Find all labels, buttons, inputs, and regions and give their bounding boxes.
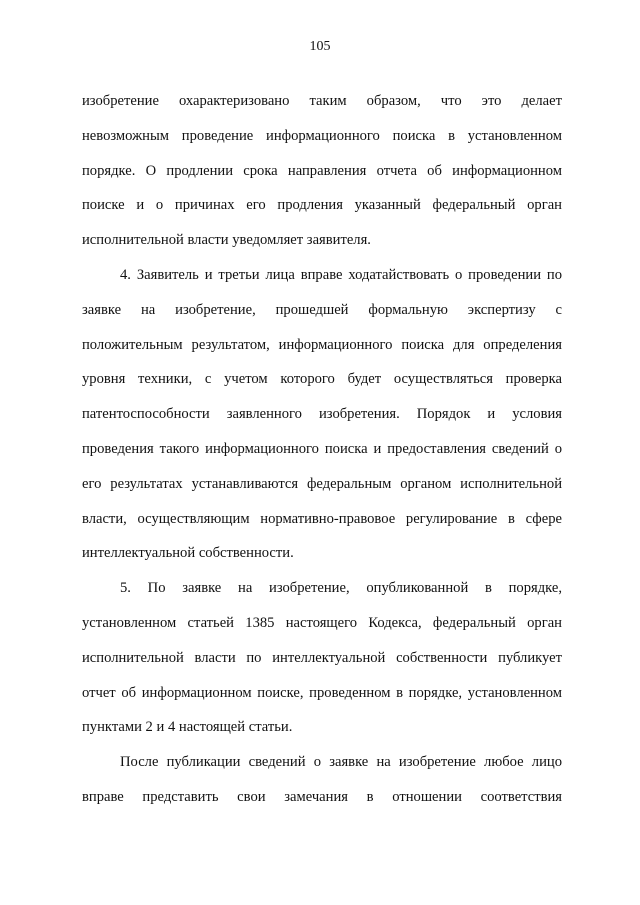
text-line: власти, осуществляющим нормативно-правовое регулирование в сфере <box>82 510 562 527</box>
text-line: 4. Заявитель и третьи лица вправе ходатайствовать о проведении по <box>120 266 562 283</box>
text-line: исполнительной власти уведомляет заявителя. <box>82 232 371 249</box>
paragraph-item-4 <box>82 258 562 571</box>
text-line: его результатах устанавливаются федеральным органом исполнительной <box>82 475 562 492</box>
text-line: установленном статьей 1385 настоящего Кодекса, федеральный орган <box>82 614 562 631</box>
text-line: вправе представить свои замечания в отношении соответствия <box>82 788 562 805</box>
paragraph-publication <box>82 745 562 815</box>
paragraph-item-5 <box>82 571 562 745</box>
text-line: пунктами 2 и 4 настоящей статьи. <box>82 719 293 736</box>
page-number: 105 <box>309 39 331 54</box>
text-line: невозможным проведение информационного поиска в установленном <box>82 127 562 144</box>
text-line: патентоспособности заявленного изобретения. Порядок и условия <box>82 406 562 423</box>
text-line: 5. По заявке на изобретение, опубликованной в порядке, <box>120 580 562 597</box>
text-line: отчет об информационном поиске, проведенном в порядке, установленном <box>82 684 562 701</box>
text-line: порядке. О продлении срока направления отчета об информационном <box>82 162 562 179</box>
text-line: положительным результатом, информационного поиска для определения <box>82 336 562 353</box>
text-line: изобретение охарактеризовано таким образом, что это делает <box>82 93 562 109</box>
body-text <box>82 84 562 815</box>
text-line: проведения такого информационного поиска и предоставления сведений о <box>82 440 562 457</box>
text-line: исполнительной власти по интеллектуальной собственности публикует <box>82 649 562 666</box>
text-line: После публикации сведений о заявке на изобретение любое лицо <box>120 754 562 771</box>
text-line: заявке на изобретение, прошедшей формальную экспертизу с <box>82 301 562 318</box>
text-line: интеллектуальной собственности. <box>82 545 294 562</box>
text-line: уровня техники, с учетом которого будет осуществляться проверка <box>82 371 562 388</box>
paragraph-continuation <box>82 84 562 258</box>
text-line: поиске и о причинах его продления указанный федеральный орган <box>82 197 562 214</box>
